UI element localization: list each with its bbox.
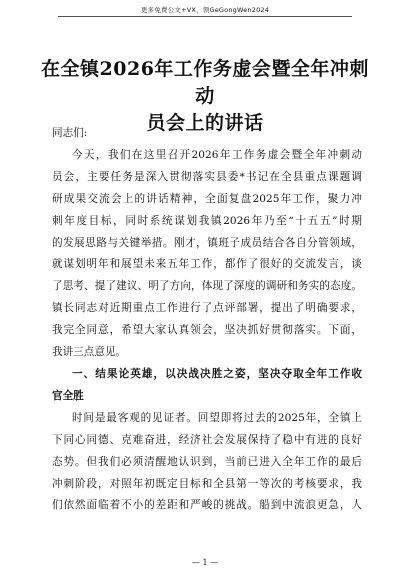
paragraph-line: 们依然面临着不小的差距和严峻的挑战。船到中流浪更急，人 <box>52 499 362 512</box>
page-number: — 1 — <box>191 558 219 567</box>
paragraph-line: 就谋划明年和展望未来五年工作，都作了很好的交流发言，谈 <box>52 258 362 271</box>
paragraph-line: 态势。但我们必须清醒地认识到，当前已进入全年工作的最后 <box>52 455 362 468</box>
paragraph-line: 我讲三点意见。 <box>52 346 127 359</box>
paragraph-line: 冲刺阶段，对照年初既定目标和全县第一等次的考核要求，我 <box>52 477 362 490</box>
paragraph-line: 了思考、提了建议、明了方向，体现了深度的调研和务实的态度。 <box>52 280 362 293</box>
title-line: 员会上的讲话 <box>146 112 264 134</box>
paragraph-intro <box>52 145 362 364</box>
paragraph-line: 的发展思路与关键举措。刚才，镇班子成员结合各自分管领域， <box>52 236 362 249</box>
title-line: 在全镇2026年工作务虚会暨全年冲刺动 <box>41 58 369 107</box>
paragraph-section-one <box>52 408 362 518</box>
paragraph-line: 研成果交流会上的讲话精神，全面复盘2025年工作，聚力冲 <box>52 192 362 205</box>
heading-line: 官全胜 <box>52 389 84 402</box>
paragraph-line: 下同心同德、克难奋进，经济社会发展保持了稳中有进的良好 <box>52 433 362 446</box>
paragraph-line: 今天，我们在这里召开2026年工作务虚会暨全年冲刺动 <box>72 148 362 161</box>
paragraph-line: 我完全同意，希望大家认真领会，坚决抓好贯彻落实。下面， <box>52 324 362 337</box>
document-body <box>52 123 362 517</box>
header-divider <box>58 16 352 17</box>
heading-line: 一、结果论英雄，以决战决胜之姿，坚决夺取全年工作收 <box>72 367 362 380</box>
paragraph-line: 镇长同志对近期重点工作进行了点评部署，提出了明确要求， <box>52 302 362 315</box>
section-heading <box>52 364 362 408</box>
paragraph-line: 刺年度目标，同时系统谋划我镇2026年乃至“十五五”时期 <box>52 214 362 227</box>
salutation: 同志们: <box>52 127 88 139</box>
paragraph-line: 时间是最客观的见证者。回望即将过去的2025年，全镇上 <box>72 411 362 424</box>
paragraph-line: 员会，主要任务是深入贯彻落实县委*书记在全县重点课题调 <box>52 170 362 183</box>
header-note: 更多免费公文+VX，领GeGongWen2024 <box>140 6 270 14</box>
